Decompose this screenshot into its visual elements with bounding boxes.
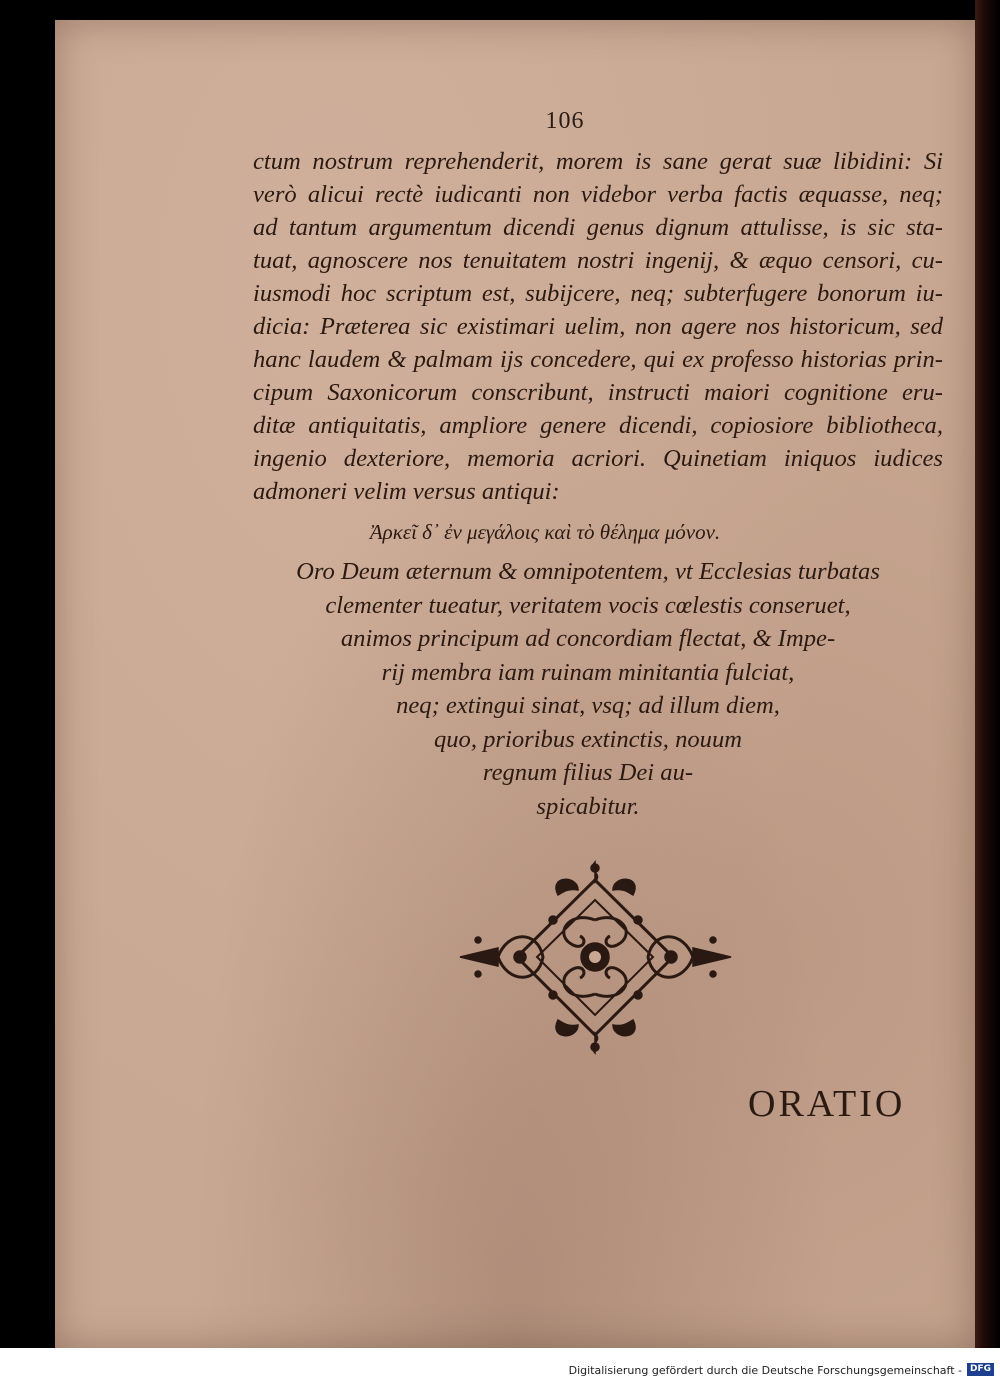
footer-bar: [0, 1348, 1000, 1383]
prayer-line: quo, prioribus extinctis, nouum: [433, 725, 743, 753]
body-line: tuat, agnoscere nos tenuitatem nostri ingenij, & æquo censori, cu-: [253, 247, 943, 274]
body-line: ditæ antiquitatis, ampliore genere dicendi, copiosiore bibliotheca,: [253, 412, 943, 439]
greek-verse: Ἀρκεῖ δ᾽ ἐν μεγάλοις καὶ τὸ θέλημα μόνον.: [369, 520, 721, 544]
body-line: ad tantum argumentum dicendi genus dignum attulisse, is sic sta-: [253, 214, 943, 241]
prayer-line: rij membra iam ruinam minitantia fulciat,: [381, 658, 795, 686]
page-number: 106: [545, 108, 585, 134]
body-text: [253, 145, 943, 508]
body-line: iusmodi hoc scriptum est, subijcere, neq; subterfugere bonorum iu-: [253, 280, 943, 307]
fleuron-ornament-icon: [458, 860, 733, 1055]
prayer-line: animos principum ad concordiam flectat, & Impe-: [340, 625, 836, 652]
prayer-line: regnum filius Dei au-: [482, 759, 694, 786]
prayer-line: spicabitur.: [536, 792, 640, 820]
prayer-line: clementer tueatur, veritatem vocis cœlestis conseruet,: [325, 591, 851, 619]
dfg-logo: DFG: [967, 1363, 994, 1376]
body-line: ingenio dexteriore, memoria acriori. Quinetiam iniquos iudices: [253, 445, 943, 472]
footer-credit: Digitalisierung gefördert durch die Deutsche Forschungsgemeinschaft -: [568, 1364, 962, 1377]
catchword: ORATIO: [748, 1083, 906, 1125]
prayer-line: Oro Deum æternum & omnipotentem, vt Ecclesias turbatas: [296, 558, 880, 585]
body-line: admoneri velim versus antiqui:: [253, 478, 560, 505]
body-line: dicia: Præterea sic existimari uelim, non agere nos historicum, sed: [253, 313, 943, 340]
closing-prayer: [228, 555, 948, 823]
body-line: hanc laudem & palmam ijs concedere, qui ex professo historias prin-: [253, 346, 943, 373]
body-line: cipum Saxonicorum conscribunt, instructi maiori cognitione eru-: [253, 379, 943, 406]
body-line: verò alicui rectè iudicanti non videbor verba factis æquasse, neq;: [253, 181, 943, 208]
prayer-line: neq; extingui sinat, vsq; ad illum diem,: [396, 692, 780, 719]
body-line: ctum nostrum reprehenderit, morem is sane gerat suæ libidini: Si: [253, 148, 943, 175]
page-edge: [975, 0, 1000, 1348]
